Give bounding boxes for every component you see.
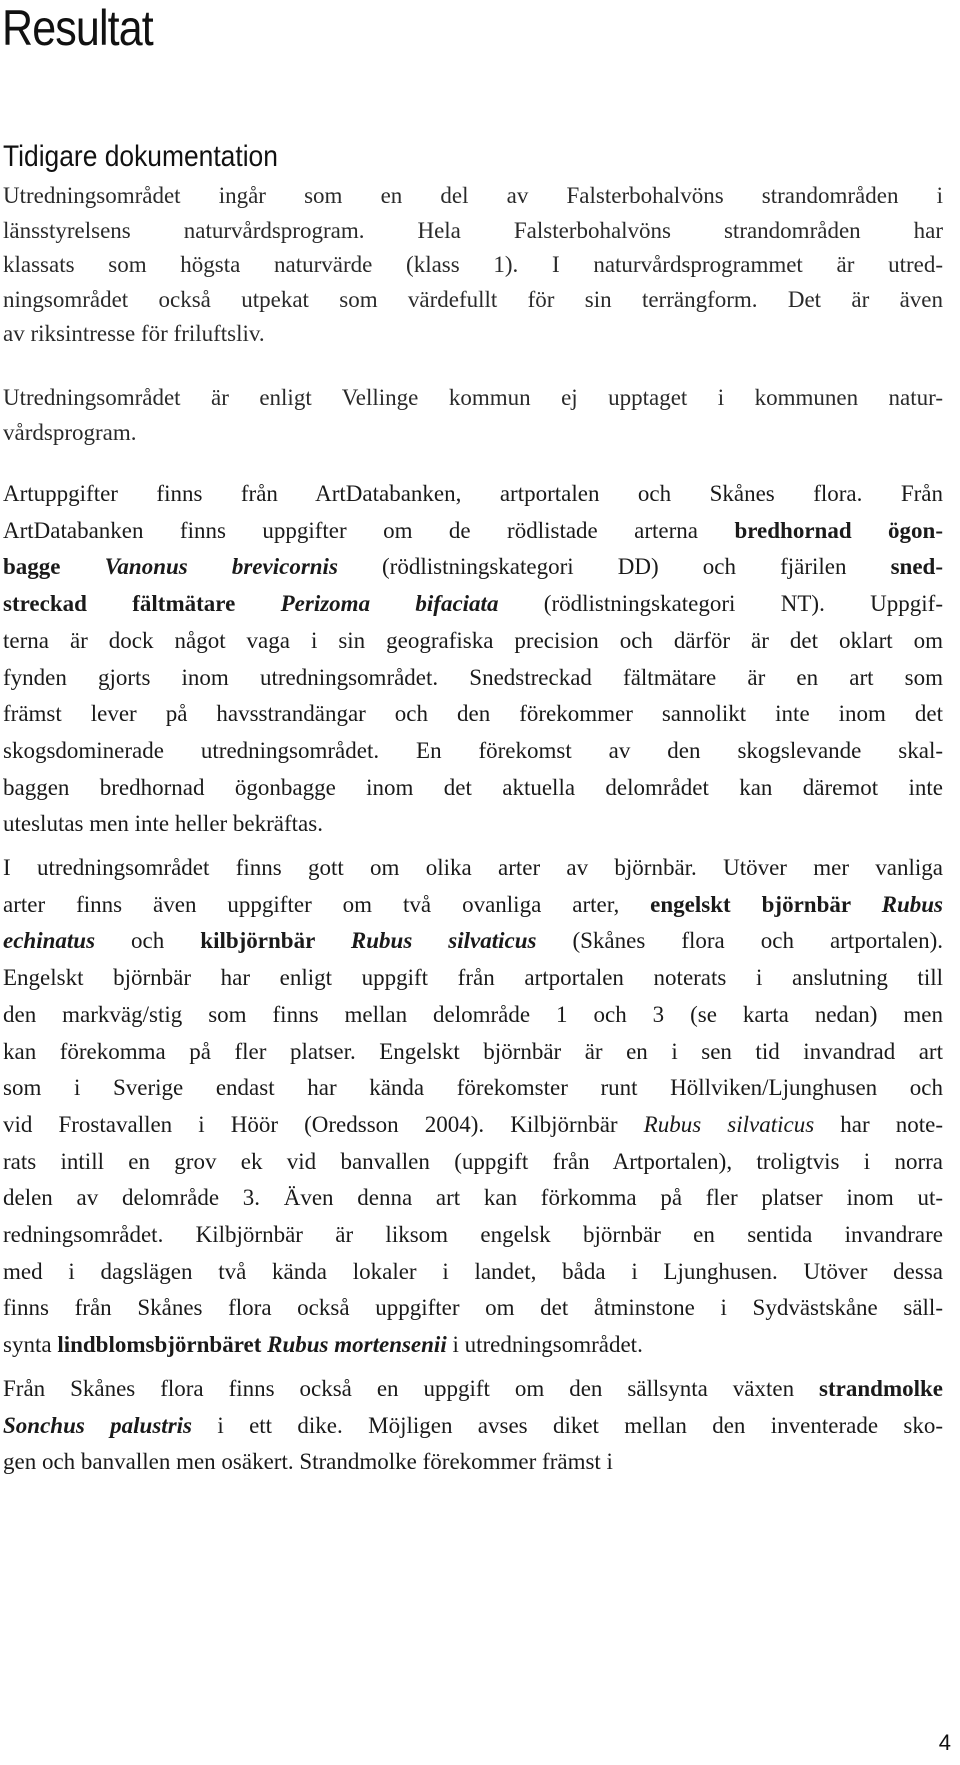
text-line: rats intill en grov ek vid banvallen (uppgift från Artportalen), troligtvis i norra bbox=[3, 1148, 943, 1174]
text-line bbox=[3, 1408, 943, 1445]
text-line: som i Sverige endast har kända förekomster runt Höllviken/Ljunghusen och bbox=[3, 1075, 943, 1101]
text-line: terna är dock något vaga i sin geografiska precision och därför är det oklart om bbox=[3, 627, 943, 653]
page-heading: Resultat bbox=[2, 0, 153, 56]
text-line bbox=[3, 513, 943, 550]
latin-name: echinatus bbox=[3, 928, 96, 954]
text-run: arter finns även uppgifter om två ovanliga arter, bbox=[3, 891, 651, 917]
text-line: fynden gjorts inom utredningsområdet. Snedstreckad fältmätare är en art som bbox=[3, 664, 943, 690]
text-run: och bbox=[95, 928, 201, 954]
text-line bbox=[3, 887, 943, 924]
text-line: Engelskt björnbär har enligt uppgift från artportalen noterats i anslutning till bbox=[3, 965, 943, 991]
latin-name: Vanonus brevicornis bbox=[104, 554, 338, 580]
text-line bbox=[3, 1327, 943, 1364]
text-run: (rödlistningskategori DD) och fjärilen bbox=[337, 554, 891, 580]
text-line bbox=[3, 549, 943, 586]
section-heading: Tidigare dokumentation bbox=[3, 140, 278, 173]
latin-name: Sonchus palustris bbox=[3, 1412, 192, 1438]
text-line: Utredningsområdet ingår som en del av Falsterbohalvöns strandområden i bbox=[3, 183, 943, 208]
paragraph-2 bbox=[3, 381, 943, 450]
text-line: vårdsprogram. bbox=[3, 419, 137, 445]
species-name-bold: streckad fältmätare bbox=[3, 591, 281, 617]
latin-name: Rubus silvaticus bbox=[643, 1111, 815, 1137]
species-name-bold: bredhornad ögon- bbox=[734, 517, 944, 543]
text-line: ningsområdet också utpekat som värdefullt för sin terrängform. Det är även bbox=[3, 286, 943, 312]
latin-name: Rubus bbox=[881, 891, 943, 917]
text-line: främst lever på havsstrandängar och den förekommer sannolikt inte inom det bbox=[3, 701, 943, 727]
text-run: har note- bbox=[814, 1111, 943, 1137]
latin-name: Rubus silvaticus bbox=[350, 928, 537, 954]
text-line: skogsdominerade utredningsområdet. En förekomst av den skogslevande skal- bbox=[3, 737, 943, 763]
text-run: (rödlistningskategori NT). Uppgif- bbox=[498, 591, 943, 617]
species-name-bold: bagge bbox=[3, 554, 105, 580]
text-line bbox=[3, 923, 943, 960]
text-run: i ett dike. Möjligen avses diket mellan den inventerade sko- bbox=[192, 1412, 944, 1438]
text-run: synta bbox=[3, 1332, 58, 1358]
text-line: Artuppgifter finns från ArtDatabanken, artportalen och Skånes flora. Från bbox=[3, 481, 943, 506]
latin-name: Rubus mortensenii bbox=[267, 1332, 447, 1358]
text-line: gen och banvallen men osäkert. Strandmolke förekommer främst i bbox=[3, 1449, 613, 1475]
species-name-bold: sned- bbox=[890, 554, 944, 580]
text-line: finns från Skånes flora också uppgifter om det åtminstone i Sydvästskåne säll- bbox=[3, 1295, 943, 1321]
species-name-bold: strandmolke bbox=[819, 1376, 943, 1401]
text-line bbox=[3, 1107, 943, 1144]
text-line: redningsområdet. Kilbjörnbär är liksom engelsk björnbär en sentida invandrare bbox=[3, 1222, 943, 1248]
text-line: med i dagslägen två kända lokaler i landet, båda i Ljunghusen. Utöver dessa bbox=[3, 1258, 943, 1284]
text-line: klassats som högsta naturvärde (klass 1). I naturvårdsprogrammet är utred- bbox=[3, 252, 943, 277]
text-line: baggen bredhornad ögonbagge inom det aktuella delområdet kan däremot inte bbox=[3, 774, 943, 800]
text-run: vid Frostavallen i Höör (Oredsson 2004). Kilbjörnbär bbox=[3, 1111, 644, 1137]
text-line: uteslutas men inte heller bekräftas. bbox=[3, 811, 323, 837]
page-number: 4 bbox=[938, 1730, 951, 1755]
text-run: i utredningsområdet. bbox=[446, 1332, 643, 1358]
text-run: Från Skånes flora finns också en uppgift om den sällsynta växten bbox=[3, 1376, 820, 1401]
text-line bbox=[3, 586, 943, 623]
text-line bbox=[3, 1371, 943, 1408]
species-name-bold: lindblomsbjörnbäret bbox=[57, 1332, 268, 1358]
text-run: (Skånes flora och artportalen). bbox=[536, 928, 943, 954]
species-name-bold: kilbjörnbär bbox=[200, 928, 351, 954]
text-line: I utredningsområdet finns gott om olika arter av björnbär. Utöver mer vanliga bbox=[3, 855, 943, 880]
text-line: av riksintresse för friluftsliv. bbox=[3, 321, 265, 346]
latin-name: Perizoma bifaciata bbox=[280, 591, 499, 617]
paragraph-5 bbox=[3, 1371, 943, 1481]
text-line: länsstyrelsens naturvårdsprogram. Hela Falsterbohalvöns strandområden har bbox=[3, 217, 943, 243]
paragraph-4 bbox=[3, 850, 943, 1364]
text-run: ArtDatabanken finns uppgifter om de rödlistade arterna bbox=[3, 517, 735, 543]
text-line: delen av delområde 3. Även denna art kan förkomma på fler platser inom ut- bbox=[3, 1185, 943, 1211]
species-name-bold: engelskt björnbär bbox=[650, 891, 882, 917]
text-line: kan förekomma på fler platser. Engelskt björnbär är en i sen tid invandrad art bbox=[3, 1038, 943, 1064]
paragraph-1 bbox=[3, 179, 943, 352]
text-line: den markväg/stig som finns mellan delområde 1 och 3 (se karta nedan) men bbox=[3, 1001, 943, 1027]
text-line: Utredningsområdet är enligt Vellinge kommun ej upptaget i kommunen natur- bbox=[3, 385, 943, 410]
paragraph-3 bbox=[3, 476, 943, 843]
